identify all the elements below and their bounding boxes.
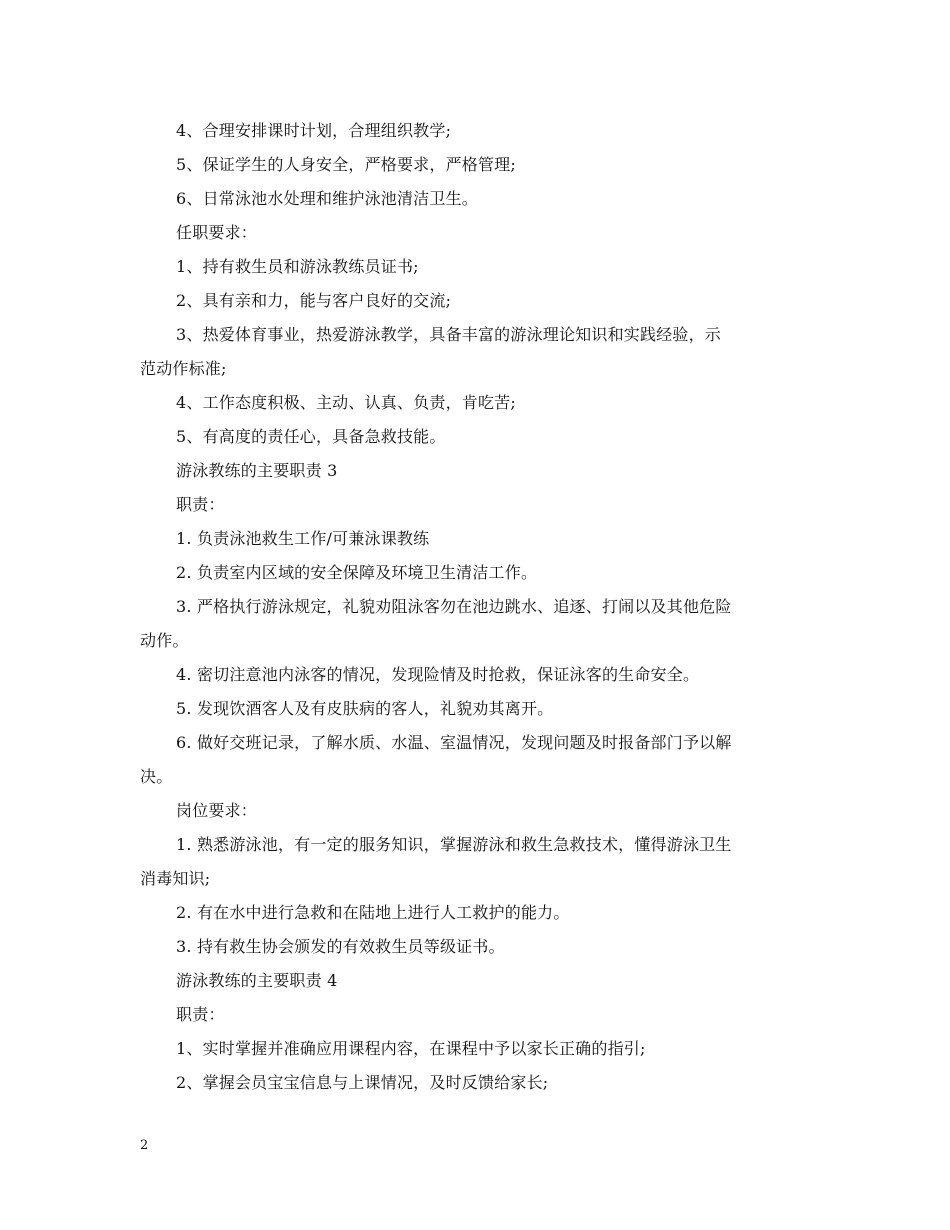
text-line: 4、工作态度积极、主动、认真、负责，肯吃苦; [176,393,516,412]
text-line: 游泳教练的主要职责 4 [176,971,338,990]
text-line: 1. 负责泳池救生工作/可兼泳课教练 [176,529,430,548]
text-line: 动作。 [140,631,189,650]
text-line: 3、热爱体育事业，热爱游泳教学，具备丰富的游泳理论知识和实践经验，示 [176,325,721,344]
text-line: 2. 有在水中进行急救和在陆地上进行人工救护的能力。 [176,903,570,922]
text-line: 2. 负责室内区域的安全保障及环境卫生清洁工作。 [176,563,538,582]
text-line: 2、具有亲和力，能与客户良好的交流; [176,291,452,310]
text-line: 职责： [176,495,225,514]
text-line: 决。 [140,767,173,786]
text-line: 5、保证学生的人身安全，严格要求，严格管理; [176,155,516,174]
text-line: 消毒知识; [140,869,211,888]
text-line: 2、掌握会员宝宝信息与上课情况，及时反馈给家长; [176,1073,549,1092]
text-line: 任职要求： [176,223,258,242]
text-line: 职责： [176,1005,225,1024]
text-line: 5、有高度的责任心，具备急救技能。 [176,427,446,446]
text-line: 3. 严格执行游泳规定，礼貌劝阻泳客勿在池边跳水、追逐、打闹以及其他危险 [176,597,732,616]
text-line: 1. 熟悉游泳池，有一定的服务知识，掌握游泳和救生急救技术，懂得游泳卫生 [176,835,732,854]
text-line: 1、持有救生员和游泳教练员证书; [176,257,419,276]
text-line: 1、实时掌握并准确应用课程内容，在课程中予以家长正确的指引; [176,1039,646,1058]
text-line: 6、日常泳池水处理和维护泳池清洁卫生。 [176,189,478,208]
page-number: 2 [140,1138,149,1153]
text-line: 6. 做好交班记录，了解水质、水温、室温情况，发现问题及时报备部门予以解 [176,733,732,752]
text-line: 范动作标准; [140,359,227,378]
text-line: 4. 密切注意池内泳客的情况，发现险情及时抢救，保证泳客的生命安全。 [176,665,700,684]
text-line: 游泳教练的主要职责 3 [176,461,338,480]
text-line: 岗位要求： [176,801,258,820]
document-body [140,114,820,1100]
text-line: 3. 持有救生协会颁发的有效救生员等级证书。 [176,937,505,956]
text-line: 5. 发现饮酒客人及有皮肤病的客人，礼貌劝其离开。 [176,699,554,718]
text-line: 4、合理安排课时计划，合理组织教学; [176,121,452,140]
